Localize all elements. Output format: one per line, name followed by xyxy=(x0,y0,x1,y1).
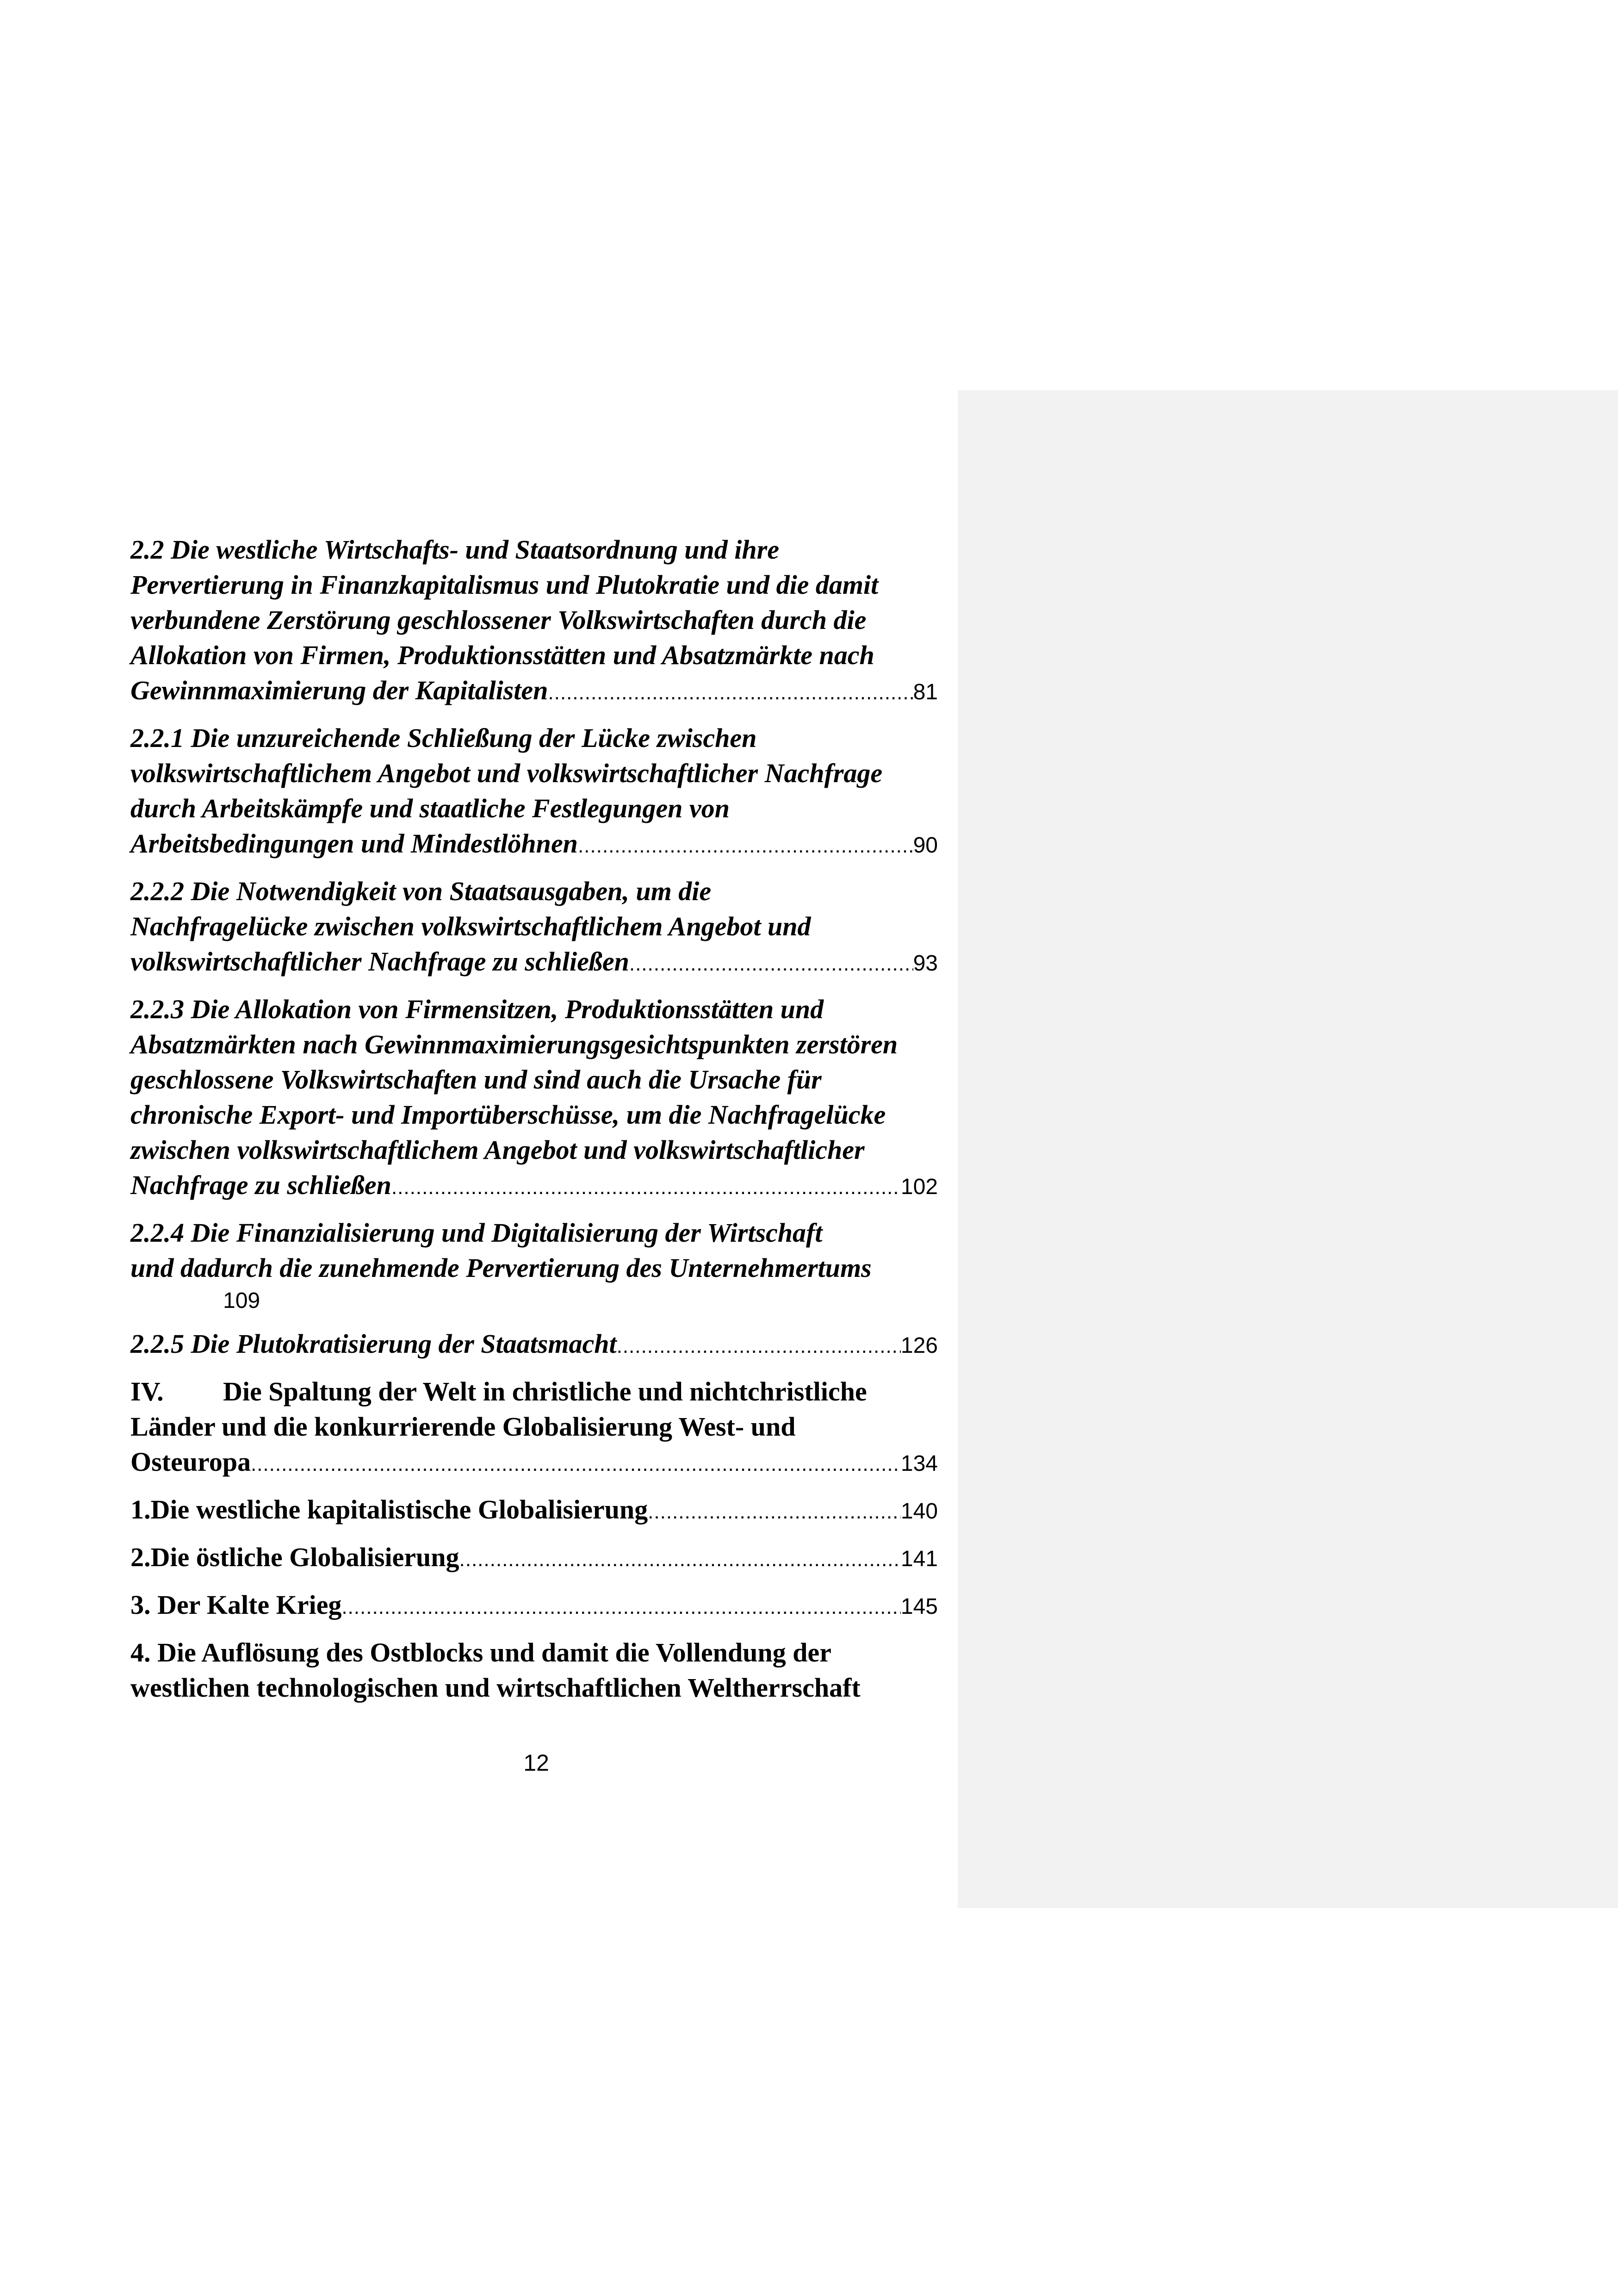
toc-line: chronische Export- und Importüberschüsse, um die Nachfragelücke xyxy=(130,1100,886,1130)
toc-entry-number: IV. xyxy=(130,1376,164,1406)
toc-line: Absatzmärkten nach Gewinnmaximierungsgesichtspunkten zerstören xyxy=(130,1029,898,1059)
toc-line: 2.2 Die westliche Wirtschafts- und Staatsordnung und ihre xyxy=(130,535,779,565)
toc-entry-2-2-5[interactable] xyxy=(130,1326,938,1364)
toc-line: volkswirtschaftlichem Angebot und volkswirtschaftlicher Nachfrage xyxy=(130,758,883,788)
dot-leader xyxy=(617,1329,901,1364)
toc-entry-1[interactable] xyxy=(130,1492,938,1530)
dot-leader xyxy=(459,1542,901,1577)
toc-entry-2-2-4[interactable] xyxy=(130,1215,938,1316)
toc-entry-4[interactable] xyxy=(130,1635,938,1705)
toc-line: zwischen volkswirtschaftlichem Angebot und volkswirtschaftlicher xyxy=(130,1135,865,1165)
dot-leader xyxy=(629,946,913,982)
toc-entry-number: 1. xyxy=(130,1494,151,1524)
toc-page-number: 134 xyxy=(900,1451,938,1476)
toc-line: Gewinnmaximierung der Kapitalisten xyxy=(130,675,548,705)
comment-pane xyxy=(958,390,1618,1908)
toc-line: verbundene Zerstörung geschlossener Volkswirtschaften durch die xyxy=(130,605,867,635)
toc-line: 2.2.5 Die Plutokratisierung der Staatsmacht xyxy=(130,1329,617,1359)
toc-line: Nachfrage zu schließen xyxy=(130,1170,391,1200)
toc-line: 2.2.2 Die Notwendigkeit von Staatsausgaben, um die xyxy=(130,876,712,906)
dot-leader xyxy=(391,1170,901,1205)
toc-line: 2.2.4 Die Finanzialisierung und Digitalisierung der Wirtschaft xyxy=(130,1218,823,1248)
toc-line: 2.2.1 Die unzureichende Schließung der Lücke zwischen xyxy=(130,723,757,753)
toc-page-number: 126 xyxy=(900,1333,938,1358)
toc-line: Nachfragelücke zwischen volkswirtschaftlichem Angebot und xyxy=(130,911,811,941)
dot-leader xyxy=(341,1590,901,1625)
toc-line: durch Arbeitskämpfe und staatliche Festlegungen von xyxy=(130,793,730,823)
toc-line: Die westliche kapitalistische Globalisierung xyxy=(150,1494,648,1524)
dot-leader xyxy=(548,675,913,710)
toc-page-number: 145 xyxy=(900,1594,938,1619)
toc-line: westlichen technologischen und wirtschaftlichen Weltherrschaft xyxy=(130,1673,861,1703)
page-number: 12 xyxy=(523,1750,549,1776)
toc-line: Länder und die konkurrierende Globalisierung West- und xyxy=(130,1412,796,1442)
toc-line: 4. Die Auflösung des Ostblocks und damit die Vollendung der xyxy=(130,1637,831,1668)
toc-entry-IV[interactable] xyxy=(130,1374,938,1482)
toc-entry-2[interactable] xyxy=(130,1540,938,1577)
toc-page-number: 140 xyxy=(900,1499,938,1524)
toc-entry-2-2[interactable] xyxy=(130,532,938,710)
toc-line: Die östliche Globalisierung xyxy=(150,1542,459,1572)
toc-entry-number: 2. xyxy=(130,1542,151,1572)
toc-page-number: 90 xyxy=(913,833,938,858)
dot-leader xyxy=(648,1494,901,1530)
toc-entry-3[interactable] xyxy=(130,1587,938,1625)
toc-line: 3. Der Kalte Krieg xyxy=(130,1590,342,1620)
toc-line: Die Spaltung der Welt in christliche und nichtchristliche xyxy=(223,1376,867,1406)
toc-line: und dadurch die zunehmende Pervertierung des Unternehmertums xyxy=(130,1253,872,1283)
toc-entry-2-2-3[interactable] xyxy=(130,992,938,1205)
toc-entry-2-2-1[interactable] xyxy=(130,721,938,864)
table-of-contents xyxy=(130,532,938,1716)
toc-page-number: 93 xyxy=(913,951,938,976)
toc-line: geschlossene Volkswirtschaften und sind auch die Ursache für xyxy=(130,1064,822,1095)
toc-line: volkswirtschaftlicher Nachfrage zu schließen xyxy=(130,946,629,977)
toc-entry-2-2-2[interactable] xyxy=(130,874,938,982)
toc-line: Pervertierung in Finanzkapitalismus und Plutokratie und die damit xyxy=(130,570,879,600)
toc-page-number: 109 xyxy=(223,1288,260,1313)
toc-line: Arbeitsbedingungen und Mindestlöhnen xyxy=(130,828,578,859)
dot-leader xyxy=(578,828,913,864)
toc-line: Osteuropa xyxy=(130,1447,251,1477)
toc-line: Allokation von Firmen, Produktionsstätten und Absatzmärkte nach xyxy=(130,640,874,670)
toc-page-number: 102 xyxy=(900,1175,938,1199)
toc-page-number: 141 xyxy=(900,1547,938,1571)
toc-line: 2.2.3 Die Allokation von Firmensitzen, Produktionsstätten und xyxy=(130,994,824,1024)
dot-leader xyxy=(251,1447,901,1482)
toc-page-number: 81 xyxy=(913,680,938,704)
